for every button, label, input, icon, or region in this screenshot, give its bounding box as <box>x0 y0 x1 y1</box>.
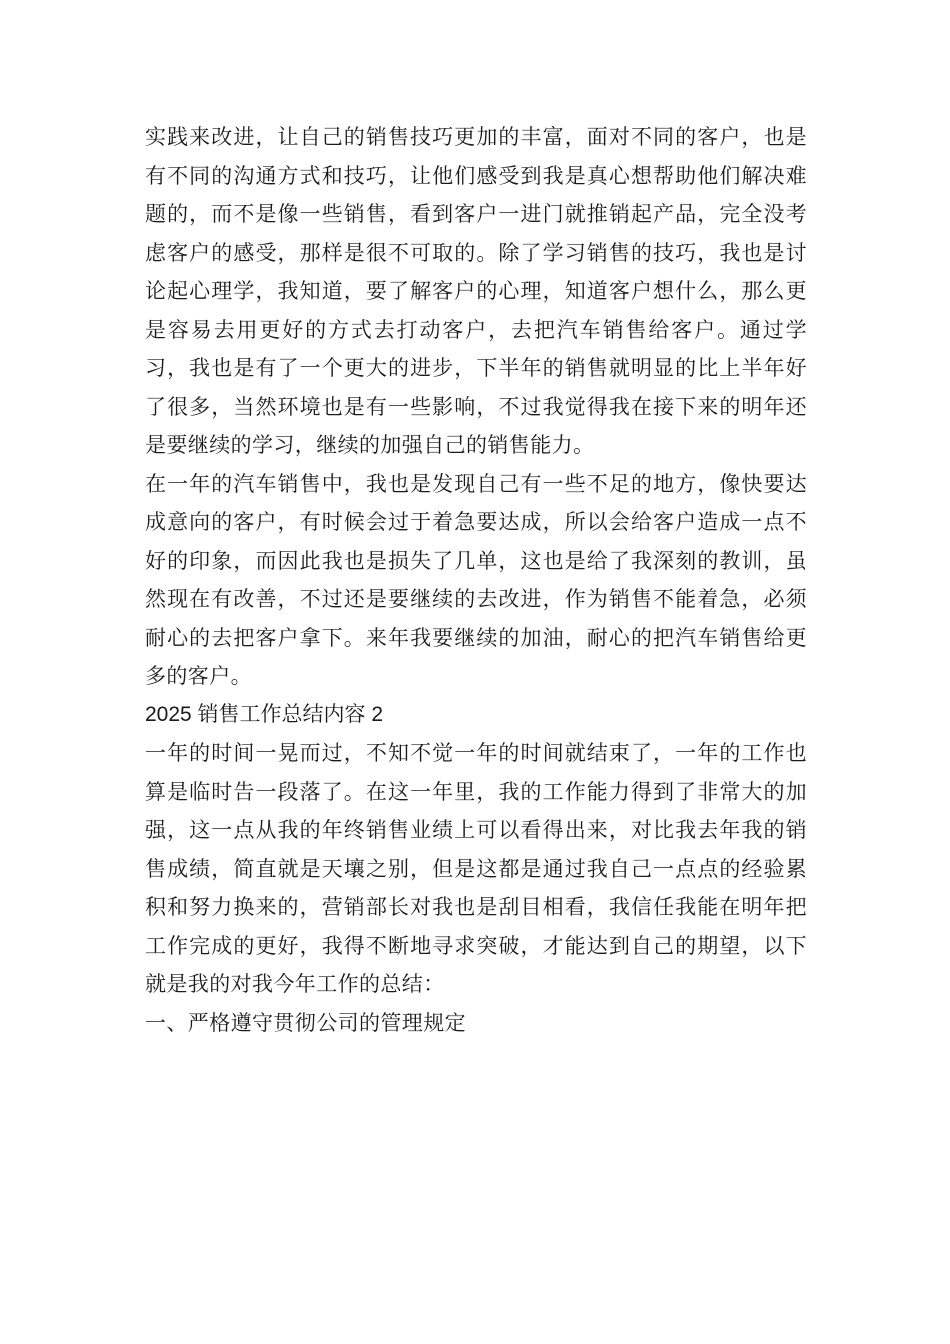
paragraph-shortcomings: 在一年的汽车销售中，我也是发现自己有一些不足的地方，像快要达成意向的客户，有时候会过于着急要达成，所以会给客户造成一点不好的印象，而因此我也是损失了几单，这也是给了我深刻的教训，虽然现在有改善，不过还是要继续的去改进，作为销售不能着急，必须耐心的去把客户拿下。来年我要继续的加油，耐心的把汽车销售给更多的客户。 <box>145 471 807 688</box>
paragraph-year-review: 一年的时间一晃而过，不知不觉一年的时间就结束了，一年的工作也算是临时告一段落了。在这一年里，我的工作能力得到了非常大的加强，这一点从我的年终销售业绩上可以看得出来，对比我去年我的销售成绩，简直就是天壤之别，但是这都是通过我自己一点点的经验累积和努力换来的，营销部长对我也是刮目相看，我信任我能在明年把工作完成的更好，我得不断地寻求突破，才能达到自己的期望，以下就是我的对我今年工作的总结： <box>145 741 807 996</box>
document-body <box>145 118 807 1042</box>
paragraph-sales-skills: 实践来改进，让自己的销售技巧更加的丰富，面对不同的客户，也是有不同的沟通方式和技巧，让他们感受到我是真心想帮助他们解决难题的，而不是像一些销售，看到客户一进门就推销起产品，完全没考虑客户的感受，那样是很不可取的。除了学习销售的技巧，我也是讨论起心理学，我知道，要了解客户的心理，知道客户想什么，那么更是容易去用更好的方式去打动客户，去把汽车销售给客户。通过学习，我也是有了一个更大的进步，下半年的销售就明显的比上半年好了很多，当然环境也是有一些影响，不过我觉得我在接下来的明年还是要继续的学习，继续的加强自己的销售能力。 <box>145 125 807 457</box>
section-heading-summary-2: 2025 销售工作总结内容 2 <box>145 702 384 726</box>
section-heading-management-rules: 一、严格遵守贯彻公司的管理规定 <box>145 1010 466 1035</box>
